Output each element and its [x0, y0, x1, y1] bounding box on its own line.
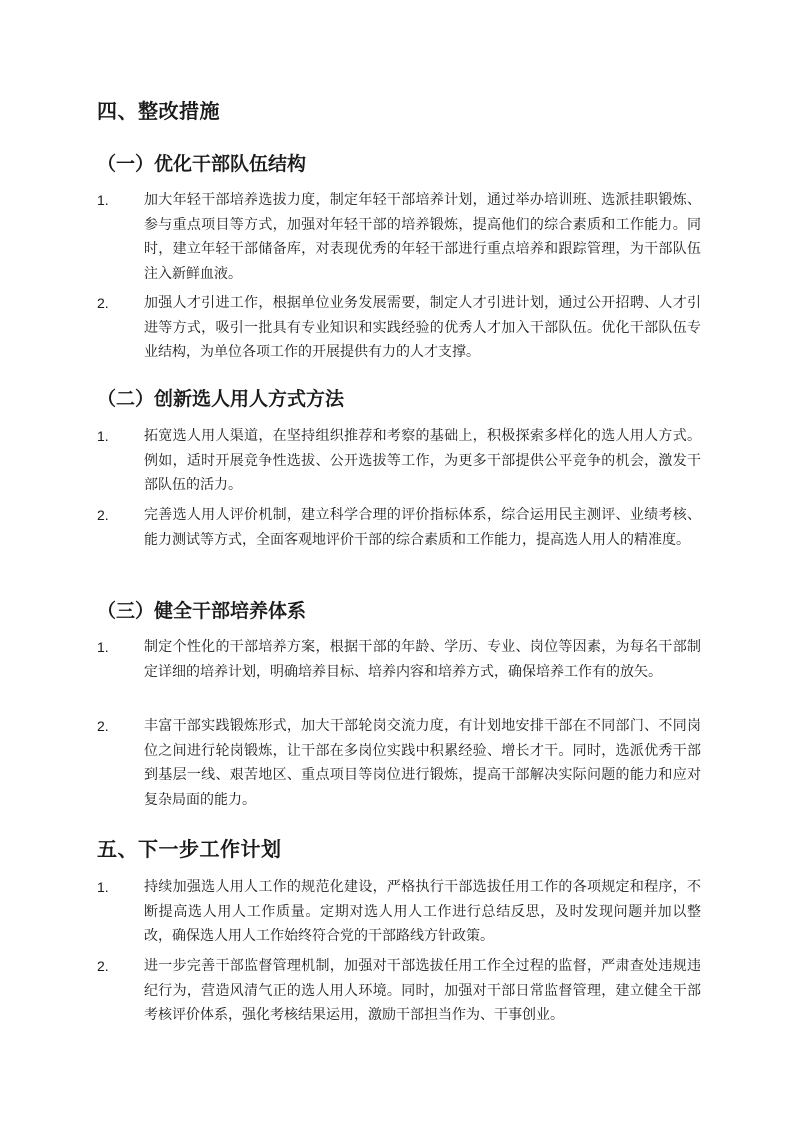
subsection-1-heading: （一）优化干部队伍结构	[97, 153, 307, 175]
list-number: 1.	[97, 192, 109, 208]
list-number: 1.	[97, 639, 109, 655]
list-text: 制定个性化的干部培养方案，根据干部的年龄、学历、专业、岗位等因素，为每名干部制定详细的培养计划，明确培养目标、培养内容和培养方式，确保培养工作有的放矢。	[144, 639, 701, 680]
list-number: 2.	[97, 507, 109, 523]
list-text: 持续加强选人用人工作的规范化建设，严格执行干部选拔任用工作的各项规定和程序，不断提高选人用人工作质量。定期对选人用人工作进行总结反思，及时发现问题并加以整改，确保选人用人工作始终符合党的干部路线方针政策。	[144, 879, 701, 944]
subsection-2-heading: （二）创新选人用人方式方法	[97, 388, 345, 410]
section-5-heading: 五、下一步工作计划	[97, 837, 282, 861]
section-4-heading: 四、整改措施	[97, 99, 220, 123]
list-text: 加大年轻干部培养选拔力度，制定年轻干部培养计划，通过举办培训班、选派挂职锻炼、参与重点项目等方式，加强对年轻干部的培养锻炼，提高他们的综合素质和工作能力。同时，建立年轻干部储备库，对表现优秀的年轻干部进行重点培养和跟踪管理，为干部队伍注入新鲜血液。	[144, 192, 701, 282]
list-number: 1.	[97, 428, 109, 444]
list-text: 拓宽选人用人渠道，在坚持组织推荐和考察的基础上，积极探索多样化的选人用人方式。例如，适时开展竞争性选拔、公开选拔等工作，为更多干部提供公平竞争的机会，激发干部队伍的活力。	[144, 428, 701, 493]
list-number: 1.	[97, 879, 109, 895]
list-number: 2.	[97, 718, 109, 734]
list-number: 2.	[97, 958, 109, 974]
list-text: 丰富干部实践锻炼形式，加大干部轮岗交流力度，有计划地安排干部在不同部门、不同岗位之间进行轮岗锻炼，让干部在多岗位实践中积累经验、增长才干。同时，选派优秀干部到基层一线、艰苦地区、重点项目等岗位进行锻炼，提高干部解决实际问题的能力和应对复杂局面的能力。	[144, 718, 701, 808]
list-number: 2.	[97, 295, 109, 311]
list-text: 完善选人用人评价机制，建立科学合理的评价指标体系，综合运用民主测评、业绩考核、能力测试等方式，全面客观地评价干部的综合素质和工作能力，提高选人用人的精准度。	[144, 507, 701, 548]
list-text: 加强人才引进工作，根据单位业务发展需要，制定人才引进计划，通过公开招聘、人才引进等方式，吸引一批具有专业知识和实践经验的优秀人才加入干部队伍。优化干部队伍专业结构，为单位各项工作的开展提供有力的人才支撑。	[144, 295, 701, 360]
subsection-3-heading: （三）健全干部培养体系	[97, 600, 307, 622]
list-text: 进一步完善干部监督管理机制，加强对干部选拔任用工作全过程的监督，严肃查处违规违纪行为，营造风清气正的选人用人环境。同时，加强对干部日常监督管理，建立健全干部考核评价体系，强化考核结果运用，激励干部担当作为、干事创业。	[144, 958, 701, 1023]
